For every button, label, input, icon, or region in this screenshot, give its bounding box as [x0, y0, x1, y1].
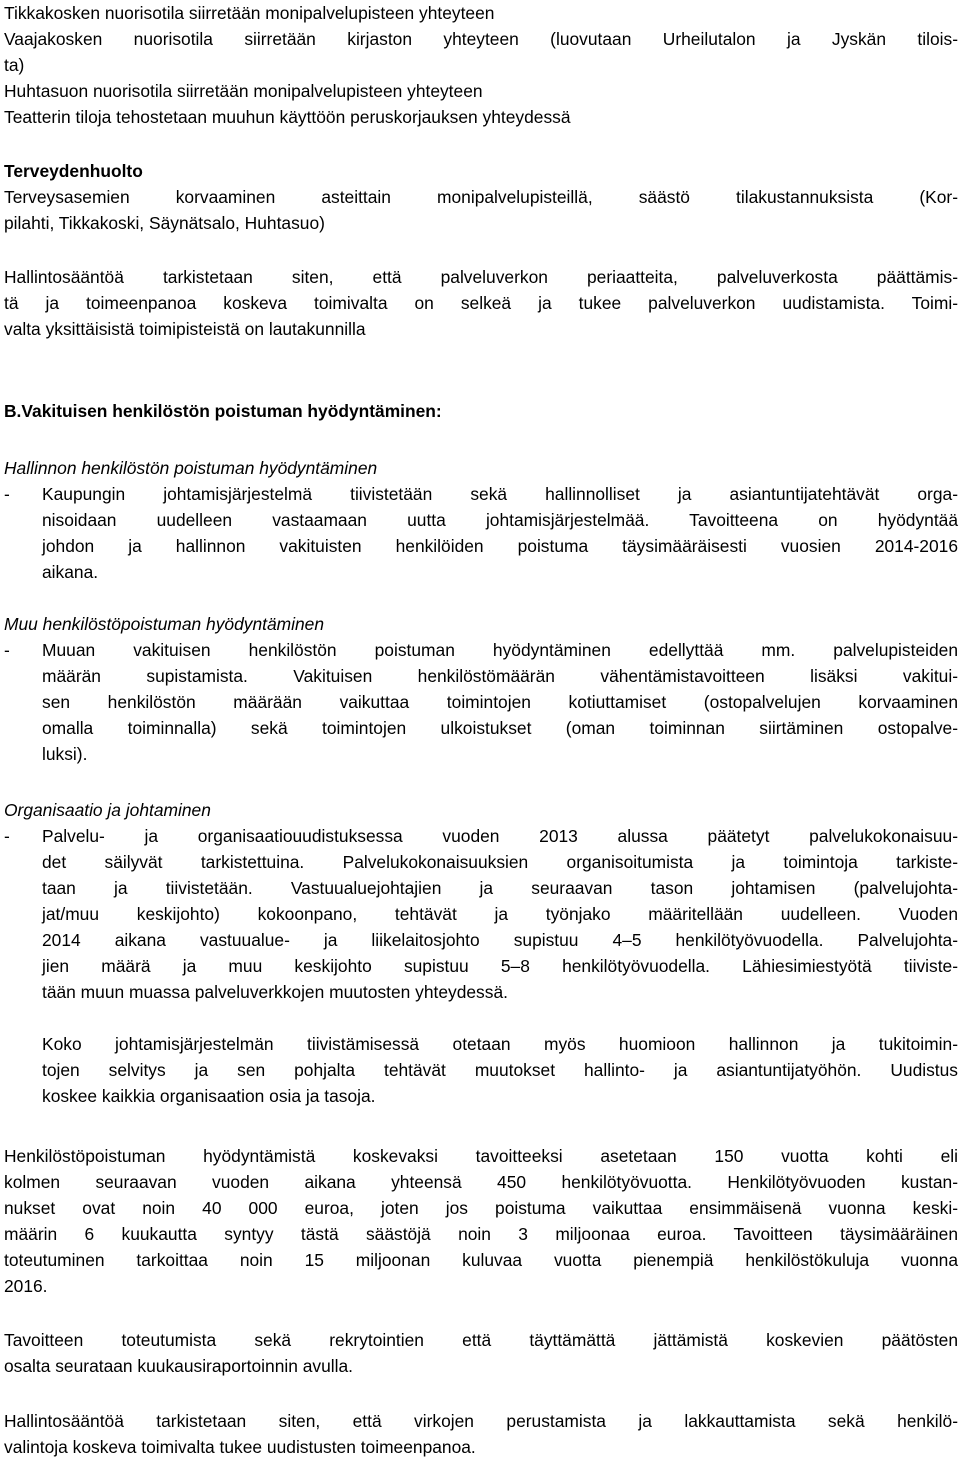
text-line: jien määrä ja muu keskijohto supistuu 5–8 henkilötyövuodella. Lähiesimiestyötä tiiviste-: [42, 956, 958, 976]
text-line: osalta seurataan kuukausiraportoinnin avulla.: [4, 1356, 354, 1376]
text-line: määrin 6 kuukautta syntyy tästä säästöjä noin 3 miljoonaa euroa. Tavoitteen täysimääräinen: [4, 1224, 958, 1244]
list-item: [4, 823, 958, 1109]
sub-section-admin-staff: [4, 455, 958, 585]
text-line: aikana.: [42, 562, 99, 582]
text-line: omalla toiminnalla) sekä toimintojen ulkoistukset (oman toiminnan siirtäminen ostopalve-: [42, 718, 958, 738]
dash-marker: -: [4, 484, 10, 504]
text-line: kolmen seuraavan vuoden aikana yhteensä 450 henkilötyövuotta. Henkilötyövuoden kustan-: [4, 1172, 958, 1192]
section-b: [4, 398, 958, 424]
text-line: 2014 aikana vastuualue- ja liikelaitosjohto supistuu 4–5 henkilötyövuodella. Palvelujohta-: [42, 930, 958, 950]
text-line: taan ja tiivistetään. Vastuualuejohtajien ja seuraavan tason johtamisen (palvelujohta-: [42, 878, 958, 898]
text-line: pilahti, Tikkakoski, Säynätsalo, Huhtasuo): [4, 213, 325, 233]
text-line: Tavoitteen toteutumista sekä rekrytointien että täyttämättä jättämistä koskevien päätösten: [4, 1330, 958, 1350]
text-line: johdon ja hallinnon vakituisten henkilöiden poistuma täysimääräisesti vuosien 2014-2016: [42, 536, 958, 556]
text-line: sen henkilöstön määrään vaikuttaa toimintojen kotiuttamiset (ostopalvelujen korvaaminen: [42, 692, 958, 712]
text-line: Tikkakosken nuorisotila siirretään monipalvelupisteen yhteyteen: [4, 3, 495, 23]
text-line: Vaajakosken nuorisotila siirretään kirjaston yhteyteen (luovutaan Urheilutalon ja Jyskän tilois-: [4, 29, 958, 49]
section-heading: Terveydenhuolto: [4, 161, 143, 181]
text-line: Henkilöstöpoistuman hyödyntämistä koskevaksi tavoitteeksi asetetaan 150 vuotta kohti eli: [4, 1146, 958, 1166]
health-section: [4, 158, 958, 236]
subsection-title: Hallinnon henkilöstön poistuman hyödyntäminen: [4, 458, 378, 478]
text-line: Huhtasuon nuorisotila siirretään monipalvelupisteen yhteyteen: [4, 81, 483, 101]
space-changes-block: [4, 0, 958, 130]
text-line: toteutuminen tarkoittaa noin 15 miljoonan kuluvaa vuotta pienempiä henkilöstökuluja vuonna: [4, 1250, 958, 1270]
text-line: jat/muu keskijohto) kokoonpano, tehtävät ja työnjako määritellään uudelleen. Vuoden: [42, 904, 958, 924]
text-line: tä ja toimeenpanoa koskeva toimivalta on selkeä ja tukee palveluverkon uudistamista. Toimi-: [4, 293, 958, 313]
text-line: koskee kaikkia organisaation osia ja tasoja.: [42, 1086, 376, 1106]
text-line: ta): [4, 55, 25, 75]
list-item: [4, 637, 958, 767]
text-line: Hallintosääntöä tarkistetaan siten, että virkojen perustamista ja lakkauttamista sekä henkilö-: [4, 1411, 958, 1431]
dash-marker: -: [4, 640, 10, 660]
text-line: Terveysasemien korvaaminen asteittain monipalvelupisteillä, säästö tilakustannuksista (Kor-: [4, 187, 958, 207]
text-line: 2016.: [4, 1276, 48, 1296]
text-line: tään muun muassa palveluverkkojen muutosten yhteydessä.: [42, 982, 508, 1002]
text-line: Palvelu- ja organisaatiouudistuksessa vuoden 2013 alussa päätetyt palvelukokonaisuu-: [42, 826, 958, 846]
text-line: valintoja koskeva toimivalta tukee uudistusten toimeenpanoa.: [4, 1437, 476, 1457]
text-line: luksi).: [42, 744, 88, 764]
text-line: Kaupungin johtamisjärjestelmä tiivistetään sekä hallinnolliset ja asiantuntijatehtävät orga-: [42, 484, 958, 504]
subsection-title: Muu henkilöstöpoistuman hyödyntäminen: [4, 614, 324, 634]
admin-rule-paragraph-2: [4, 1408, 958, 1460]
text-line: Koko johtamisjärjestelmän tiivistämisessä otetaan myös huomioon hallinnon ja tukitoimin-: [42, 1034, 958, 1054]
target-paragraph: [4, 1143, 958, 1299]
text-line: valta yksittäisistä toimipisteistä on lautakunnilla: [4, 319, 366, 339]
text-line: Teatterin tiloja tehostetaan muuhun käyttöön peruskorjauksen yhteydessä: [4, 107, 571, 127]
section-heading: B.Vakituisen henkilöstön poistuman hyödyntäminen:: [4, 401, 442, 421]
text-line: Muuan vakituisen henkilöstön poistuman hyödyntäminen edellyttää mm. palvelupisteiden: [42, 640, 958, 660]
text-line: nukset ovat noin 40 000 euroa, joten jos poistuma vaikuttaa ensimmäisenä vuonna keski-: [4, 1198, 958, 1218]
text-line: det säilyvät tarkistettuina. Palvelukokonaisuuksien organisoitumista ja toimintoja tarkiste-: [42, 852, 958, 872]
subsection-title: Organisaatio ja johtaminen: [4, 800, 211, 820]
text-line: tojen selvitys ja sen pohjalta tehtävät muutokset hallinto- ja asiantuntijatyöhön. Uudistus: [42, 1060, 958, 1080]
list-item: [4, 481, 958, 585]
admin-rule-paragraph: [4, 264, 958, 342]
text-line: määrän supistamista. Vakituisen henkilöstömäärän vähentämistavoitteen lisäksi vakitui-: [42, 666, 958, 686]
sub-section-organization: [4, 797, 958, 1109]
sub-section-other-staff: [4, 611, 958, 767]
monitoring-paragraph: [4, 1327, 958, 1379]
text-line: Hallintosääntöä tarkistetaan siten, että palveluverkon periaatteita, palveluverkosta päättämis-: [4, 267, 958, 287]
dash-marker: -: [4, 826, 10, 846]
text-line: nisoidaan uudelleen vastaamaan uutta johtamisjärjestelmää. Tavoitteena on hyödyntää: [42, 510, 958, 530]
